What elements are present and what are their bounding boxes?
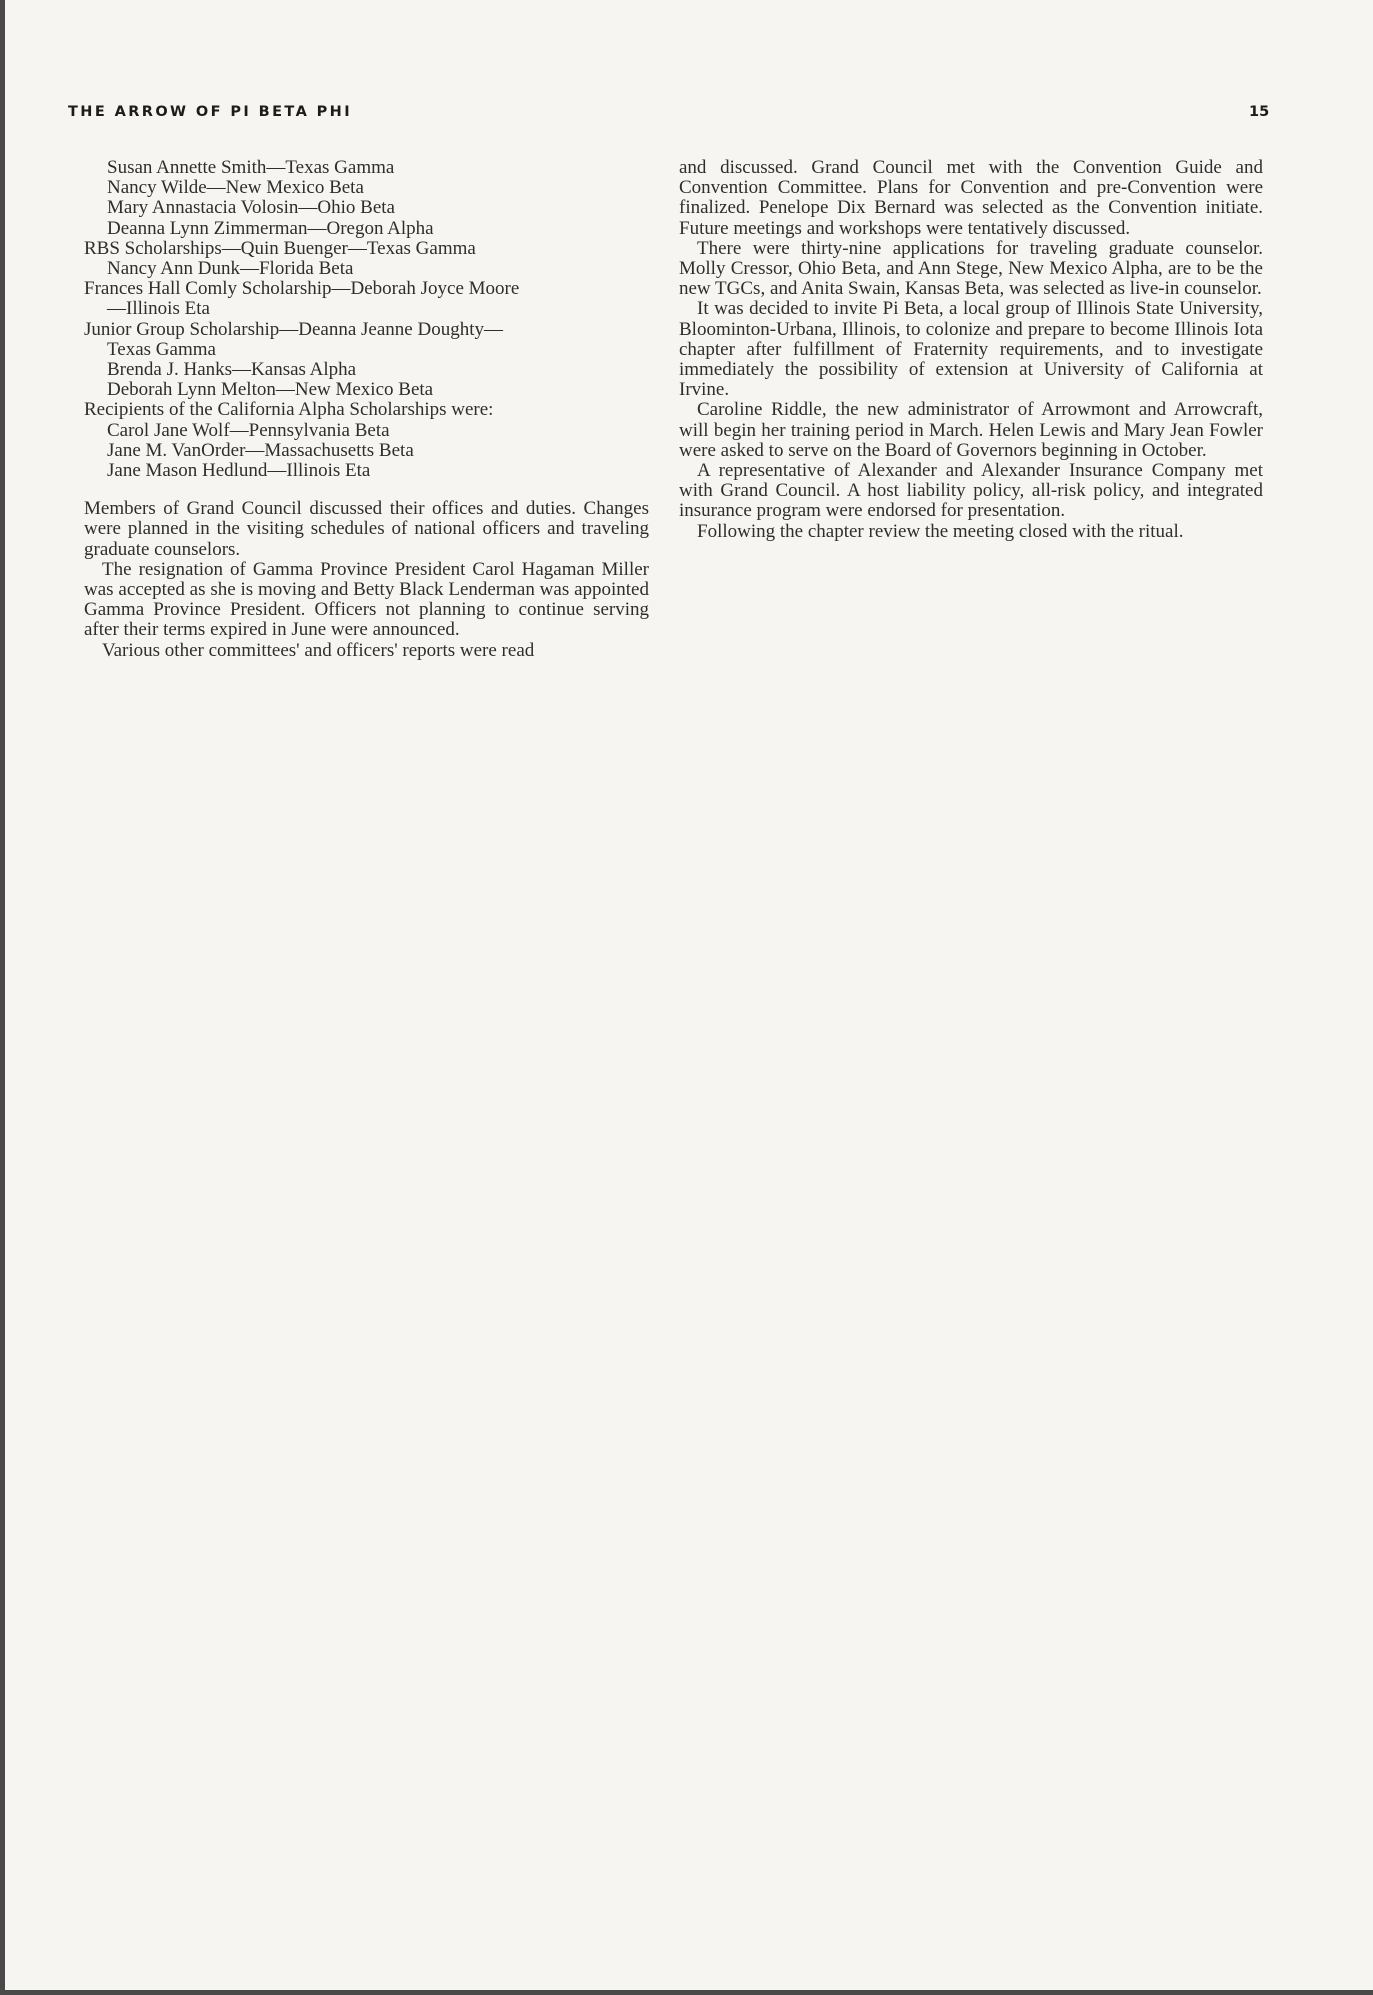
body-paragraph: The resignation of Gamma Province President Carol Hagaman Miller was accepted as she is moving and Betty Black Lenderman was appointed Gamma Province President. Officers not planning to continue serving after their terms expired in June were announced. (84, 558, 649, 641)
body-paragraph: Various other committees' and officers' reports were read (102, 639, 535, 661)
scholarship-list (84, 158, 649, 481)
list-item: —Illinois Eta (107, 298, 210, 320)
list-item: Susan Annette Smith—Texas Gamma (107, 157, 395, 178)
right-column (679, 158, 1263, 542)
list-item: Deborah Lynn Melton—New Mexico Beta (107, 379, 434, 401)
list-item: Carol Jane Wolf—Pennsylvania Beta (107, 419, 390, 441)
list-heading: Frances Hall Comly Scholarship—Deborah Joyce Moore (84, 278, 520, 300)
body-paragraph: A representative of Alexander and Alexander Insurance Company met with Grand Council. A host liability policy, all-risk policy, and integrated insurance program were endorsed for presentation. (679, 460, 1263, 522)
list-item: Jane M. VanOrder—Massachusetts Beta (107, 439, 414, 461)
list-item: Deanna Lynn Zimmerman—Oregon Alpha (107, 217, 434, 239)
list-item: Nancy Ann Dunk—Florida Beta (107, 258, 354, 280)
list-item: Nancy Wilde—New Mexico Beta (107, 177, 364, 199)
body-paragraph: Members of Grand Council discussed their offices and duties. Changes were planned in the visiting schedules of national officers and traveling graduate counselors. (84, 498, 649, 560)
list-item: Mary Annastacia Volosin—Ohio Beta (107, 197, 395, 219)
body-paragraph: It was decided to invite Pi Beta, a local group of Illinois State University, Bloominton-Urbana, Illinois, to colonize and prepare to become Illinois Iota chapter after fulfillment of Fraternity requirements, and to investigate immediately the possibility of extension at University of California at Irvine. (679, 298, 1263, 401)
page-number: 15 (1249, 104, 1270, 120)
list-item: Texas Gamma (107, 338, 216, 360)
running-title: THE ARROW OF PI BETA PHI (68, 104, 352, 120)
body-paragraph: There were thirty-nine applications for traveling graduate counselor. Molly Cressor, Ohio Beta, and Ann Stege, New Mexico Alpha, are to be the new TGCs, and Anita Swain, Kansas Beta, was selected as live-in counselor. (679, 237, 1263, 300)
body-paragraph: and discussed. Grand Council met with the Convention Guide and Convention Committee. Plans for Convention and pre-Convention were finalized. Penelope Dix Bernard was selected as the Convention initiate. Future meetings and workshops were tentatively discussed. (679, 157, 1263, 239)
body-paragraph: Caroline Riddle, the new administrator of Arrowmont and Arrowcraft, will begin her training period in March. Helen Lewis and Mary Jean Fowler were asked to serve on the Board of Governors beginning in October. (679, 399, 1263, 461)
body-paragraph: Following the chapter review the meeting closed with the ritual. (697, 520, 1184, 542)
list-item: Jane Mason Hedlund—Illinois Eta (107, 460, 371, 482)
list-item: Brenda J. Hanks—Kansas Alpha (107, 359, 357, 381)
left-column (84, 158, 649, 661)
list-heading: Recipients of the California Alpha Scholarships were: (84, 399, 494, 421)
list-heading: RBS Scholarships—Quin Buenger—Texas Gamma (84, 237, 476, 259)
list-heading: Junior Group Scholarship—Deanna Jeanne Doughty— (84, 318, 503, 340)
